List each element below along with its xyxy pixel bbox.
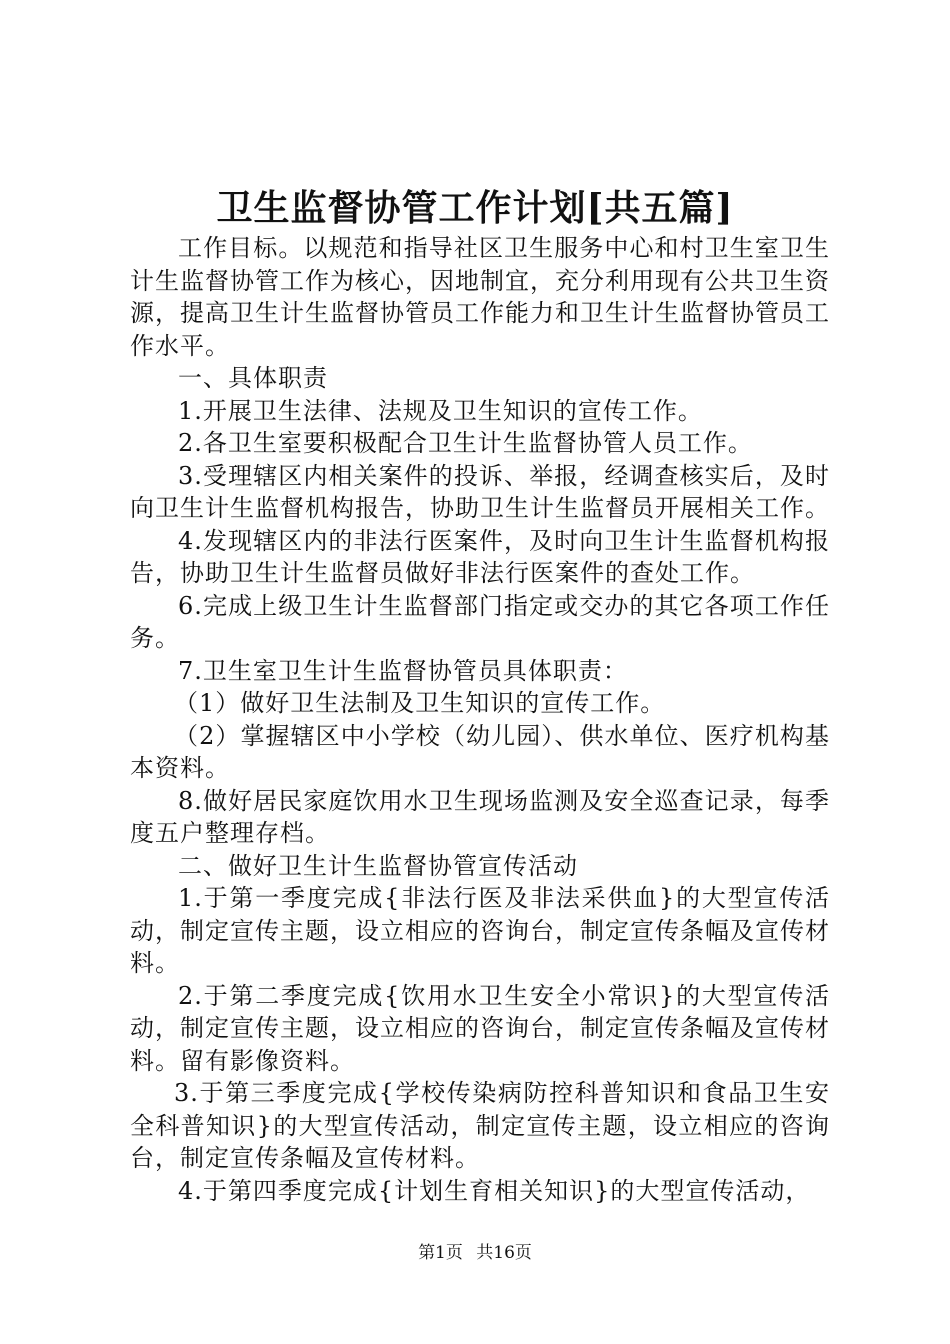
section-heading-duties: 一、具体职责 [178,364,328,392]
page-footer [0,1241,950,1265]
list-item: 7.卫生室卫生计生监督协管员具体职责： [178,656,628,685]
list-item: 8.做好居民家庭饮用水卫生现场监测及安全巡查记录，每季度五户整理存档。 [130,786,830,847]
list-item: 2.于第二季度完成{饮用水卫生安全小常识}的大型宣传活动，制定宣传主题，设立相应的咨询台，制定宣传条幅及宣传材料。留有影像资料。 [130,981,830,1075]
list-item: 1.于第一季度完成{非法行医及非法采供血}的大型宣传活动，制定宣传主题，设立相应的咨询台，制定宣传条幅及宣传材料。 [130,884,830,977]
list-item: 6.完成上级卫生计生监督部门指定或交办的其它各项工作任务。 [130,591,830,652]
sub-list-item: （1）做好卫生法制及卫生知识的宣传工作。 [174,689,666,717]
list-item: 4.发现辖区内的非法行医案件，及时向卫生计生监督机构报告，协助卫生计生监督员做好非法行医案件的查处工作。 [130,526,830,587]
list-item: 2.各卫生室要积极配合卫生计生监督协管人员工作。 [178,429,753,457]
list-item: 3.受理辖区内相关案件的投诉、举报，经调查核实后，及时向卫生计生监督机构报告，协助卫生计生监督员开展相关工作。 [130,461,830,522]
list-item: 1.开展卫生法律、法规及卫生知识的宣传工作。 [178,396,703,425]
sub-list-item: （2）掌握辖区中小学校（幼儿园）、供水单位、医疗机构基本资料。 [130,721,830,782]
section-heading-publicity: 二、做好卫生计生监督协管宣传活动 [178,851,578,880]
page-total: 共16页 [476,1243,532,1263]
list-item: 4.于第四季度完成{计划生育相关知识}的大型宣传活动， [178,1176,811,1205]
paragraph-goal: 工作目标。以规范和指导社区卫生服务中心和村卫生室卫生计生监督协管工作为核心，因地制宜，充分利用现有公共卫生资源，提高卫生计生监督协管员工作能力和卫生计生监督协管员工作水平。 [130,234,830,360]
document-title: 卫生监督协管工作计划[共五篇] [216,187,734,229]
page-number: 第1页 [418,1243,463,1263]
list-item: 3.于第三季度完成{学校传染病防控科普知识和食品卫生安全科普知识}的大型宣传活动，制定宣传主题，设立相应的咨询台，制定宣传条幅及宣传材料。 [130,1079,830,1172]
document-body [130,232,830,1207]
